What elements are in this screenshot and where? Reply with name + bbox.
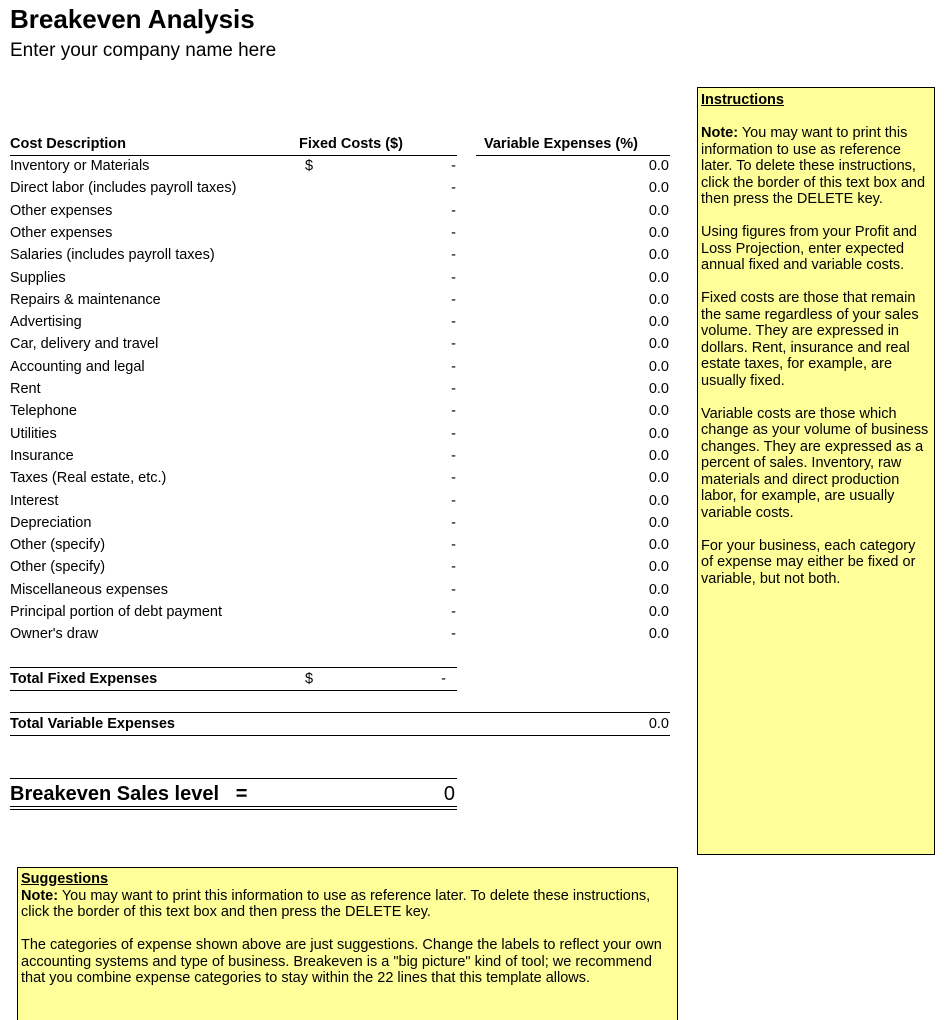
cost-description-cell[interactable]: Interest xyxy=(10,492,59,509)
company-name-field[interactable]: Enter your company name here xyxy=(10,40,277,61)
table-row[interactable] xyxy=(10,535,670,557)
variable-expense-cell[interactable]: 0.0 xyxy=(648,403,669,420)
column-header-fixed: Fixed Costs ($) xyxy=(299,136,403,152)
table-row[interactable] xyxy=(10,580,670,602)
breakeven-value: 0 xyxy=(443,783,455,805)
cost-description-cell[interactable]: Other (specify) xyxy=(10,559,106,576)
instructions-note-text: You may want to print this information to use as reference later. To delete these instructions, click the border of this text box and then press the DELETE key. xyxy=(701,125,926,207)
table-row[interactable] xyxy=(10,201,670,223)
table-row[interactable] xyxy=(10,156,670,178)
breakeven-topline xyxy=(10,778,457,779)
suggestions-heading: Suggestions xyxy=(21,871,109,887)
variable-expense-cell[interactable]: 0.0 xyxy=(648,358,669,375)
fixed-cost-cell[interactable]: - xyxy=(451,247,456,264)
suggestions-note-label: Note: xyxy=(21,887,59,904)
table-row[interactable] xyxy=(10,401,670,423)
table-row[interactable] xyxy=(10,178,670,200)
table-row[interactable] xyxy=(10,312,670,334)
total-variable-label: Total Variable Expenses xyxy=(10,716,175,732)
table-row[interactable] xyxy=(10,491,670,513)
variable-expense-cell[interactable]: 0.0 xyxy=(648,425,669,442)
fixed-cost-cell[interactable]: - xyxy=(451,403,456,420)
fixed-cost-cell[interactable]: - xyxy=(451,470,456,487)
total-fixed-label: Total Fixed Expenses xyxy=(10,671,158,687)
breakeven-underline-2 xyxy=(10,809,457,810)
variable-expense-cell[interactable]: 0.0 xyxy=(648,336,669,353)
fixed-cost-cell[interactable]: - xyxy=(451,381,456,397)
total-fixed-bottomline xyxy=(10,690,457,691)
table-row[interactable] xyxy=(10,513,670,535)
fixed-cost-cell[interactable]: - xyxy=(451,537,456,554)
total-fixed-topline xyxy=(10,667,457,668)
variable-expense-cell[interactable]: 0.0 xyxy=(648,180,669,197)
table-row[interactable] xyxy=(10,357,670,379)
cost-description-cell[interactable]: Repairs & maintenance xyxy=(10,291,161,308)
fixed-cost-cell[interactable]: - xyxy=(451,291,456,308)
fixed-cost-cell[interactable]: - xyxy=(451,492,456,509)
total-fixed-currency: $ xyxy=(305,671,314,687)
variable-expense-cell[interactable]: 0.0 xyxy=(648,447,669,464)
table-row[interactable] xyxy=(10,290,670,312)
variable-expense-cell[interactable]: 0.0 xyxy=(648,470,669,487)
cost-description-cell[interactable]: Supplies xyxy=(10,269,66,286)
suggestions-note-text: You may want to print this information to use as reference later. To delete these instructions, click the border of this text box and then press the DELETE key. xyxy=(21,887,651,920)
fixed-cost-cell[interactable]: - xyxy=(451,158,456,174)
cost-description-cell[interactable]: Other expenses xyxy=(10,224,113,241)
cost-description-cell[interactable]: Insurance xyxy=(10,447,74,464)
cost-description-cell[interactable]: Principal portion of debt payment xyxy=(10,604,222,620)
currency-symbol: $ xyxy=(305,158,314,174)
table-row[interactable] xyxy=(10,468,670,490)
total-variable-topline xyxy=(10,712,670,713)
fixed-cost-cell[interactable]: - xyxy=(451,224,456,241)
fixed-cost-cell[interactable]: - xyxy=(451,581,456,598)
column-header-variable: Variable Expenses (%) xyxy=(484,136,638,152)
instructions-paragraph-2: Using figures from your Profit and Loss Projection, enter expected annual fixed and variable costs. xyxy=(701,224,917,273)
total-fixed-value: - xyxy=(441,671,446,687)
table-row[interactable] xyxy=(10,424,670,446)
cost-description-cell[interactable]: Taxes (Real estate, etc.) xyxy=(10,470,167,487)
cost-description-cell[interactable]: Inventory or Materials xyxy=(10,158,150,174)
variable-expense-cell[interactable]: 0.0 xyxy=(648,514,669,531)
variable-expense-cell[interactable]: 0.0 xyxy=(648,381,669,397)
variable-expense-cell[interactable]: 0.0 xyxy=(648,247,669,264)
table-row[interactable] xyxy=(10,268,670,290)
instructions-textbox[interactable] xyxy=(697,87,935,855)
table-row[interactable] xyxy=(10,557,670,579)
cost-description-cell[interactable]: Miscellaneous expenses xyxy=(10,581,168,598)
variable-expense-cell[interactable]: 0.0 xyxy=(648,626,669,643)
fixed-cost-cell[interactable]: - xyxy=(451,514,456,531)
instructions-paragraph-5: For your business, each category of expense may either be fixed or variable, but not both. xyxy=(701,537,916,587)
breakeven-underline-1 xyxy=(10,806,457,807)
cost-description-cell[interactable]: Utilities xyxy=(10,425,57,442)
table-row[interactable] xyxy=(10,223,670,245)
fixed-cost-cell[interactable]: - xyxy=(451,314,456,331)
cost-description-cell[interactable]: Depreciation xyxy=(10,514,92,531)
variable-expense-cell[interactable]: 0.0 xyxy=(648,604,669,620)
variable-expense-cell[interactable]: 0.0 xyxy=(648,291,669,308)
fixed-cost-cell[interactable]: - xyxy=(451,358,456,375)
variable-expense-cell[interactable]: 0.0 xyxy=(648,224,669,241)
variable-expense-cell[interactable]: 0.0 xyxy=(648,269,669,286)
breakeven-label: Breakeven Sales level = xyxy=(10,783,248,805)
suggestions-textbox[interactable] xyxy=(17,867,678,1020)
variable-expense-cell[interactable]: 0.0 xyxy=(648,158,669,174)
page-title: Breakeven Analysis xyxy=(10,4,255,34)
table-row[interactable] xyxy=(10,446,670,468)
variable-expense-cell[interactable]: 0.0 xyxy=(648,492,669,509)
fixed-cost-cell[interactable]: - xyxy=(451,559,456,576)
table-row[interactable] xyxy=(10,245,670,267)
cost-description-cell[interactable]: Direct labor (includes payroll taxes) xyxy=(10,180,237,197)
fixed-cost-cell[interactable]: - xyxy=(451,626,456,643)
fixed-cost-cell[interactable]: - xyxy=(451,202,456,219)
cost-description-cell[interactable]: Car, delivery and travel xyxy=(10,336,159,353)
variable-expense-cell[interactable]: 0.0 xyxy=(648,202,669,219)
cost-description-cell[interactable]: Advertising xyxy=(10,314,82,331)
fixed-cost-cell[interactable]: - xyxy=(451,604,456,620)
cost-description-cell[interactable]: Other expenses xyxy=(10,202,113,219)
instructions-note-label: Note: xyxy=(701,125,739,141)
cost-description-cell[interactable]: Salaries (includes payroll taxes) xyxy=(10,247,215,264)
fixed-cost-cell[interactable]: - xyxy=(451,447,456,464)
variable-expense-cell[interactable]: 0.0 xyxy=(648,559,669,576)
fixed-cost-cell[interactable]: - xyxy=(451,425,456,442)
variable-expense-cell[interactable]: 0.0 xyxy=(648,537,669,554)
suggestions-note xyxy=(21,888,674,921)
table-row[interactable] xyxy=(10,624,670,646)
instructions-paragraph-3: Fixed costs are those that remain the same regardless of your sales volume. They are expressed in dollars. Rent, insurance and real estate taxes, for example, are usually fixed. xyxy=(701,290,919,389)
variable-expense-cell[interactable]: 0.0 xyxy=(648,314,669,331)
fixed-cost-cell[interactable]: - xyxy=(451,336,456,353)
table-row[interactable] xyxy=(10,334,670,356)
table-row[interactable] xyxy=(10,379,670,401)
variable-expense-cell[interactable]: 0.0 xyxy=(648,581,669,598)
column-header-description: Cost Description xyxy=(10,136,127,152)
cost-description-cell[interactable]: Owner's draw xyxy=(10,626,99,643)
instructions-note xyxy=(701,125,931,208)
cost-description-cell[interactable]: Rent xyxy=(10,381,41,397)
total-variable-value: 0.0 xyxy=(648,716,669,732)
fixed-cost-cell[interactable]: - xyxy=(451,269,456,286)
instructions-heading: Instructions xyxy=(701,92,784,108)
cost-description-cell[interactable]: Accounting and legal xyxy=(10,358,145,375)
cost-description-cell[interactable]: Other (specify) xyxy=(10,537,106,554)
fixed-cost-cell[interactable]: - xyxy=(451,180,456,197)
cost-description-cell[interactable]: Telephone xyxy=(10,403,77,420)
table-row[interactable] xyxy=(10,602,670,624)
instructions-paragraph-4: Variable costs are those which change as your volume of business changes. They are expressed as a percent of sales. Inventory, raw materials and direct production labor, for example, are usually variable costs. xyxy=(701,405,929,521)
suggestions-paragraph-2: The categories of expense shown above are just suggestions. Change the labels to reflect your own accounting systems and type of business. Breakeven is a "big picture" kind of tool; we recommend that you combine expense categories to stay within the 22 lines that this template allows. xyxy=(21,937,662,986)
total-variable-bottomline xyxy=(10,735,670,736)
